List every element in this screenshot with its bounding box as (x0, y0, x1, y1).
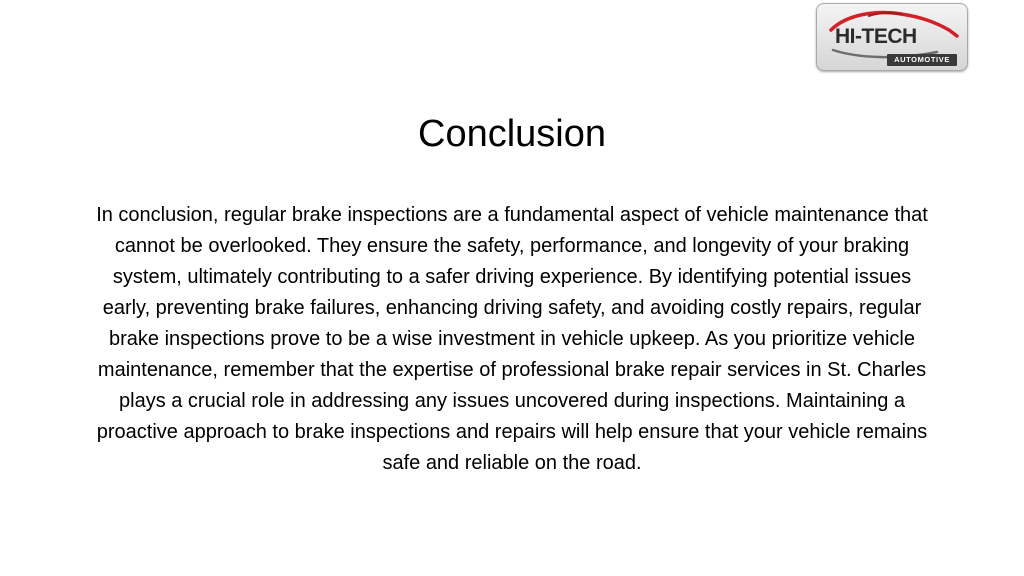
slide-body-text: In conclusion, regular brake inspections are a fundamental aspect of vehicle maintenance that cannot be overlooked. They ensure the safety, performance, and longevity of your braking system, ultimately contributing to a safer driving experience. By identifying potential issues early, preventing brake failures, enhancing driving safety, and avoiding costly repairs, regular brake inspections prove to be a wise investment in vehicle upkeep. As you prioritize vehicle maintenance, remember that the expertise of professional brake repair services in St. Charles plays a crucial role in addressing any issues uncovered during inspections. Maintaining a proactive approach to brake inspections and repairs will help ensure that your vehicle remains safe and reliable on the road. (96, 204, 928, 474)
logo-wordmark: HI-TECH (835, 25, 917, 48)
slide-title: Conclusion (418, 113, 606, 155)
logo-subtitle: AUTOMOTIVE (887, 54, 957, 66)
company-logo (816, 3, 968, 71)
